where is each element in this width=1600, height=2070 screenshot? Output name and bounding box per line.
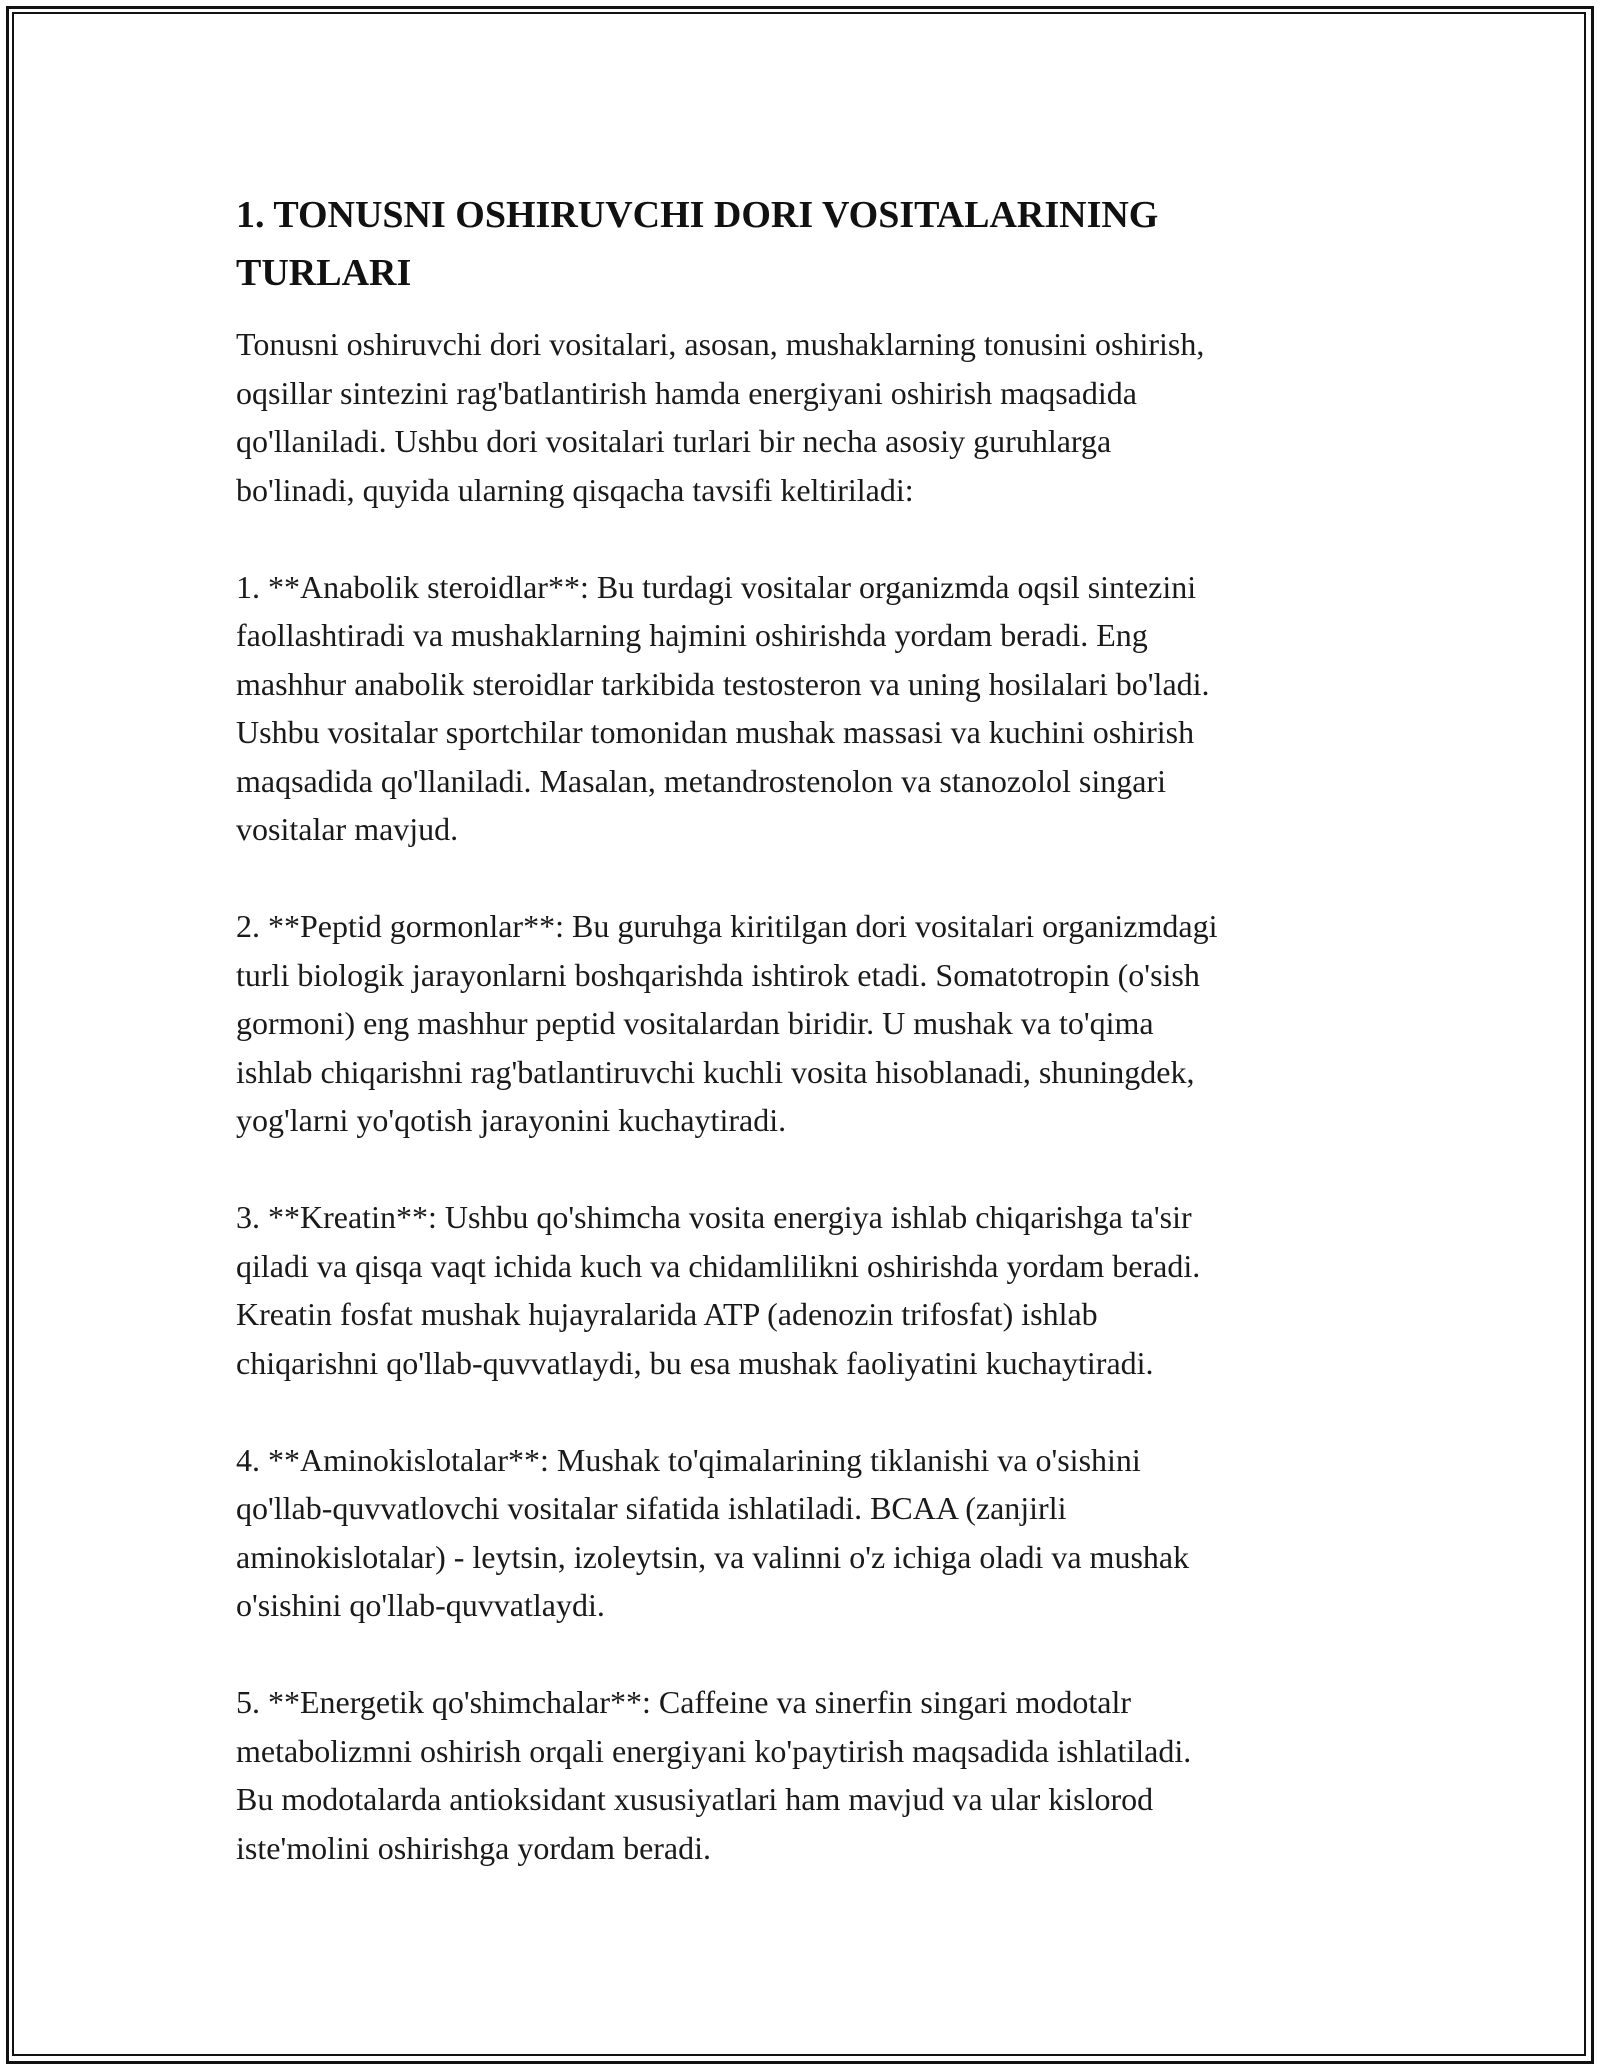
text-line: aminokislotalar) - leytsin, izoleytsin, va valinni o'z ichiga oladi va mushak (236, 1538, 1190, 1575)
text-line: Tonusni oshiruvchi dori vositalari, asosan, mushaklarning tonusini oshirish, (236, 326, 1205, 362)
document-body (236, 186, 1386, 1921)
text-line: 3. **Kreatin**: Ushbu qo'shimcha vosita energiya ishlab chiqarishga ta'sir (236, 1199, 1192, 1235)
text-line: maqsadida qo'llaniladi. Masalan, metandrostenolon va stanozolol singari (236, 762, 1166, 799)
text-line: qiladi va qisqa vaqt ichida kuch va chidamlilikni oshirishda yordam beradi. (236, 1247, 1201, 1284)
text-line: gormoni) eng mashhur peptid vositalardan biridir. U mushak va to'qima (236, 1005, 1154, 1041)
section-heading (236, 186, 1386, 302)
text-line: Bu modotalarda antioksidant xususiyatlari ham mavjud va ular kislorod (236, 1781, 1154, 1817)
text-line: 5. **Energetik qo'shimchalar**: Caffeine va sinerfin singari modotalr (236, 1684, 1132, 1720)
text-line: 2. **Peptid gormonlar**: Bu guruhga kiritilgan dori vositalari organizmdagi (236, 908, 1218, 944)
text-line: chiqarishni qo'llab-quvvatlaydi, bu esa mushak faoliyatini kuchaytiradi. (236, 1344, 1154, 1381)
paragraph-energetik-qoshimchalar (236, 1678, 1386, 1872)
text-line: ishlab chiqarishni rag'batlantiruvchi kuchli vosita hisoblanadi, shuningdek, (236, 1053, 1195, 1090)
heading-line-2: TURLARI (236, 252, 412, 294)
paragraph-intro (236, 320, 1386, 514)
text-line: bo'linadi, quyida ularning qisqacha tavsifi keltiriladi: (236, 471, 914, 508)
text-line: o'sishini qo'llab-quvvatlaydi. (236, 1587, 605, 1623)
text-line: 4. **Aminokislotalar**: Mushak to'qimalarining tiklanishi va o'sishini (236, 1441, 1141, 1478)
text-line: iste'molini oshirishga yordam beradi. (236, 1829, 712, 1866)
heading-line-1: 1. TONUSNI OSHIRUVCHI DORI VOSITALARINING (236, 194, 1159, 236)
text-line: mashhur anabolik steroidlar tarkibida testosteron va uning hosilalari bo'ladi. (236, 665, 1210, 702)
text-line: faollashtiradi va mushaklarning hajmini oshirishda yordam beradi. Eng (236, 617, 1148, 653)
paragraph-aminokislotalar (236, 1436, 1386, 1630)
text-line: Ushbu vositalar sportchilar tomonidan mushak massasi va kuchini oshirish (236, 714, 1195, 750)
text-line: metabolizmni oshirish orqali energiyani ko'paytirish maqsadida ishlatiladi. (236, 1732, 1192, 1769)
text-line: qo'llab-quvvatlovchi vositalar sifatida ishlatiladi. BCAA (zanjirli (236, 1490, 1067, 1526)
text-line: turli biologik jarayonlarni boshqarishda ishtirok etadi. Somatotropin (o'sish (236, 956, 1200, 993)
paragraph-kreatin (236, 1193, 1386, 1387)
text-line: qo'llaniladi. Ushbu dori vositalari turlari bir necha asosiy guruhlarga (236, 423, 1112, 459)
text-line: oqsillar sintezini rag'batlantirish hamda energiyani oshirish maqsadida (236, 374, 1137, 411)
text-line: yog'larni yo'qotish jarayonini kuchaytiradi. (236, 1102, 787, 1138)
text-line: Kreatin fosfat mushak hujayralarida ATP (adenozin trifosfat) ishlab (236, 1296, 1098, 1332)
paragraph-anabolik-steroidlar (236, 563, 1386, 854)
text-line: vositalar mavjud. (236, 811, 459, 847)
paragraph-peptid-gormonlar (236, 902, 1386, 1145)
text-line: 1. **Anabolik steroidlar**: Bu turdagi vositalar organizmda oqsil sintezini (236, 568, 1197, 605)
